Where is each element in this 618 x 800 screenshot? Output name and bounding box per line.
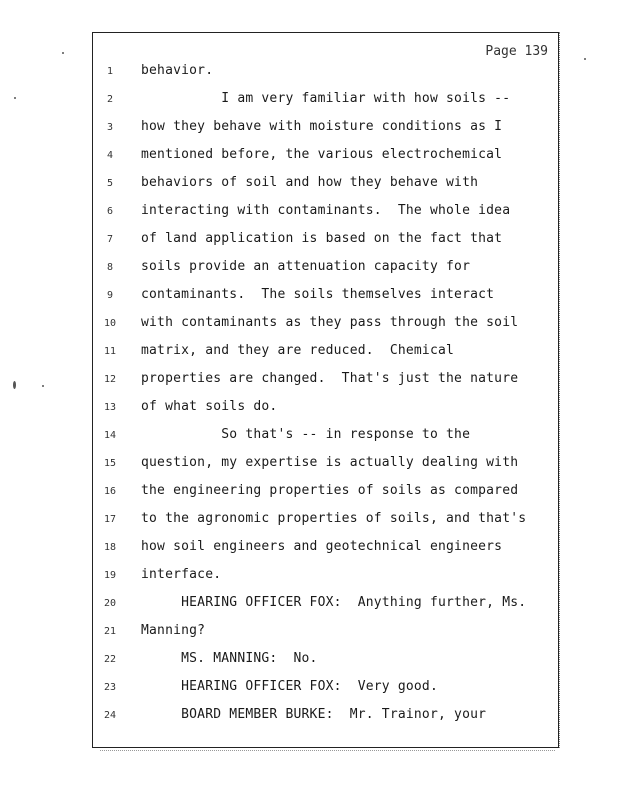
transcript-line [0,203,618,225]
line-number: 7 [106,234,114,245]
scan-bottom-artifact [100,750,555,753]
line-text: contaminants. The soils themselves interact [141,287,495,302]
transcript-line [0,231,618,253]
line-number: 4 [106,150,114,161]
transcript-line [0,623,618,645]
scan-speck [62,52,64,54]
line-text: So that's -- in response to the [141,427,471,442]
line-text: mentioned before, the various electrochemical [141,147,503,162]
line-text: matrix, and they are reduced. Chemical [141,343,455,358]
line-number: 10 [103,318,117,329]
line-number: 16 [103,486,117,497]
line-text: MS. MANNING: No. [141,651,318,666]
line-number: 3 [106,122,114,133]
transcript-line [0,539,618,561]
line-number: 8 [106,262,114,273]
transcript-line [0,343,618,365]
line-number: 18 [103,542,117,553]
transcript-line [0,651,618,673]
transcript-line [0,63,618,85]
line-number: 15 [103,458,117,469]
line-number: 5 [106,178,114,189]
line-text: properties are changed. That's just the nature [141,371,519,386]
line-text: behavior. [141,63,214,78]
line-text: I am very familiar with how soils -- [141,91,511,106]
line-number: 23 [103,682,117,693]
line-text: behaviors of soil and how they behave with [141,175,479,190]
scan-speck [13,381,16,389]
line-text: of land application is based on the fact that [141,231,503,246]
line-number: 20 [103,598,117,609]
transcript-line [0,483,618,505]
scan-speck [14,97,16,99]
transcript-line [0,455,618,477]
transcript-line [0,371,618,393]
transcript-line [0,119,618,141]
line-number: 9 [106,290,114,301]
transcript-line [0,595,618,617]
line-number: 11 [103,346,117,357]
transcript-line [0,287,618,309]
transcript-line [0,511,618,533]
line-text: with contaminants as they pass through the soil [141,315,519,330]
line-number: 13 [103,402,117,413]
transcript-line [0,91,618,113]
scan-speck [584,58,586,60]
transcript-line [0,175,618,197]
line-text: of what soils do. [141,399,278,414]
line-number: 6 [106,206,114,217]
line-text: the engineering properties of soils as compared [141,483,519,498]
transcript-line [0,567,618,589]
line-number: 12 [103,374,117,385]
transcript-line [0,315,618,337]
transcript-line [0,679,618,701]
page-number: Page 139 [485,44,548,59]
transcript-line [0,427,618,449]
line-number: 1 [106,66,114,77]
line-number: 21 [103,626,117,637]
line-text: BOARD MEMBER BURKE: Mr. Trainor, your [141,707,487,722]
line-number: 2 [106,94,114,105]
transcript-line [0,399,618,421]
line-text: how they behave with moisture conditions as I [141,119,503,134]
line-text: interacting with contaminants. The whole idea [141,203,511,218]
line-text: how soil engineers and geotechnical engineers [141,539,503,554]
transcript-line [0,147,618,169]
line-number: 14 [103,430,117,441]
line-number: 19 [103,570,117,581]
line-text: soils provide an attenuation capacity for [141,259,471,274]
line-text: to the agronomic properties of soils, and that's [141,511,527,526]
line-text: HEARING OFFICER FOX: Anything further, Ms. [141,595,527,610]
line-text: interface. [141,567,222,582]
line-text: Manning? [141,623,206,638]
line-number: 22 [103,654,117,665]
transcript-line [0,259,618,281]
line-text: HEARING OFFICER FOX: Very good. [141,679,438,694]
line-number: 24 [103,710,117,721]
line-text: question, my expertise is actually dealing with [141,455,519,470]
transcript-line [0,707,618,729]
scan-speck [42,385,44,387]
line-number: 17 [103,514,117,525]
